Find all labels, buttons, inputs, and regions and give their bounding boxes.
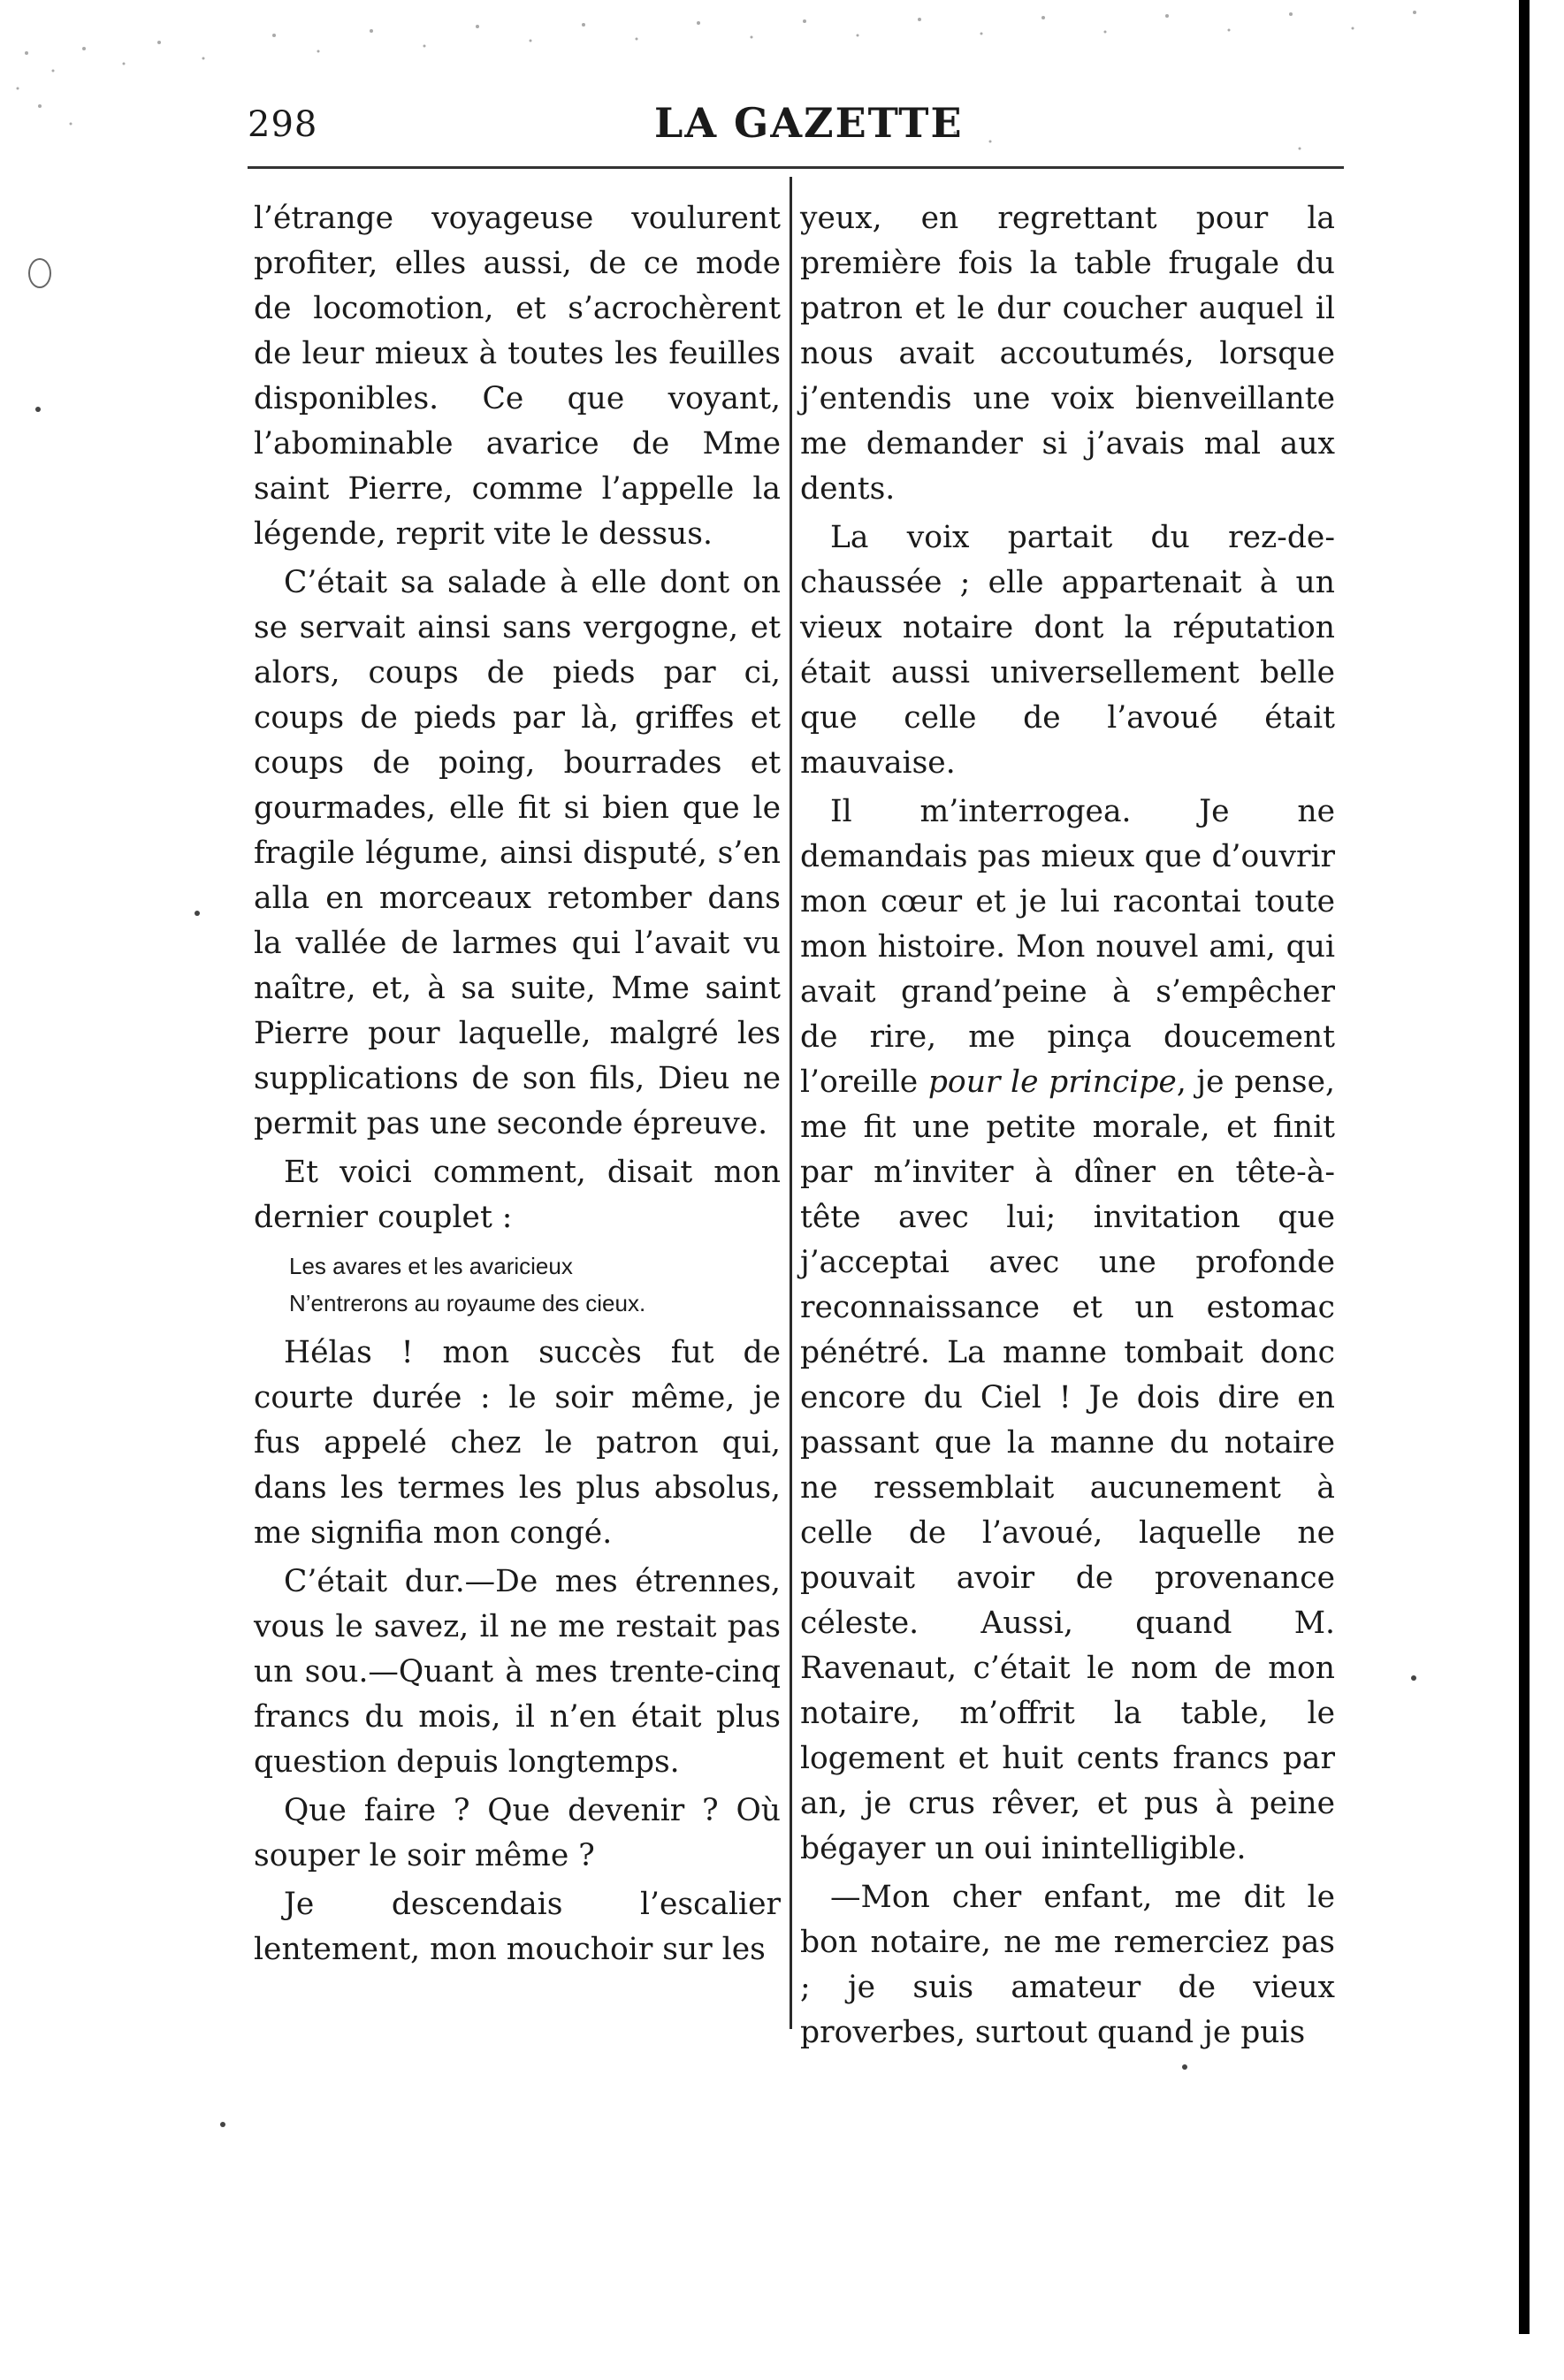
verse-block xyxy=(289,1247,781,1322)
margin-speck xyxy=(1182,2064,1187,2070)
paragraph: La voix partait du rez-de-chaussée ; elle appartenait à un vieux notaire dont la réputation était aussi universellement belle que celle de l’avoué était mauvaise. xyxy=(800,520,1335,781)
margin-speck xyxy=(195,911,200,916)
verse-line: Les avares et les avaricieux xyxy=(289,1253,573,1279)
paragraph: Je descendais l’escalier lentement, mon mouchoir sur les xyxy=(254,1887,781,1967)
paragraph: l’étrange voyageuse voulurent profiter, elles aussi, de ce mode de locomotion, et s’acrochèrent de leur mieux à toutes les feuilles disponibles. Ce que voyant, l’abominable avarice de Mme saint Pierre, comme l’appelle la légende, reprit vite le dessus. xyxy=(254,201,781,552)
page-number: 298 xyxy=(248,104,318,145)
scan-edge-bar xyxy=(1519,0,1530,2334)
paragraph: Que faire ? Que devenir ? Où souper le soir même ? xyxy=(254,1793,781,1873)
left-column xyxy=(254,196,781,1972)
paragraph: C’était sa salade à elle dont on se servait ainsi sans vergogne, et alors, coups de pieds par ci, coups de pieds par là, griffes et coups de poing, bourrades et gourmades, elle fit si bien que le fragile légume, ainsi disputé, s’en alla en morceaux retomber dans la vallée de larmes qui l’avait vu naître, et, à sa suite, Mme saint Pierre pour laquelle, malgré les supplications de son fils, Dieu ne permit pas une seconde épreuve. xyxy=(254,565,781,1141)
margin-speck xyxy=(220,2122,225,2127)
paragraph: C’était dur.—De mes étrennes, vous le savez, il ne me restait pas un sou.—Quant à mes trente-cinq francs du mois, il n’en était plus question depuis longtemps. xyxy=(254,1564,781,1780)
header-rule xyxy=(248,166,1344,169)
paragraph-text: Il m’interrogea. Je ne demandais pas mieux que d’ouvrir mon cœur et je lui racontai toute mon histoire. Mon nouvel ami, qui avait grand’peine à s’empêcher de rire, me pinça doucement l’oreille xyxy=(800,794,1335,1100)
page-header xyxy=(248,99,1326,161)
verse-line: N’entrerons au royaume des cieux. xyxy=(289,1290,646,1316)
paragraph: Hélas ! mon succès fut de courte durée : le soir même, je fus appelé chez le patron qui, dans les termes les plus absolus, me signifia mon congé. xyxy=(254,1335,781,1551)
paragraph: —Mon cher enfant, me dit le bon notaire, ne me remerciez pas ; je suis amateur de vieux proverbes, surtout quand je puis xyxy=(800,1880,1335,2050)
paragraph: yeux, en regrettant pour la première fois la table frugale du patron et le dur coucher auquel il nous avait accoutumés, lorsque j’entendis une voix bienveillante me demander si j’avais mal aux dents. xyxy=(800,201,1335,507)
margin-speck xyxy=(35,407,41,412)
margin-ring-mark xyxy=(28,258,51,288)
paragraph-text: , je pense, me fit une petite morale, et finit par m’inviter à dîner en tête-à-tête avec lui; invitation que j’acceptai avec une profonde reconnaissance et un estomac pénétré. La manne tombait donc encore du Ciel ! Je dois dire en passant que la manne du notaire ne ressemblait aucunement à celle de l’avoué, laquelle ne pouvait avoir de provenance céleste. Aussi, quand M. Ravenaut, c’était le nom de mon notaire, m’offrit la table, le logement et huit cents francs par an, je crus rêver, et pus à peine bégayer un oui inintelligible. xyxy=(800,1064,1335,1866)
italic-phrase: pour le principe xyxy=(927,1064,1177,1100)
margin-speck xyxy=(1411,1675,1416,1681)
paragraph xyxy=(800,790,1335,1872)
running-title: LA GAZETTE xyxy=(654,99,964,147)
paragraph: Et voici comment, disait mon dernier couplet : xyxy=(254,1155,781,1235)
right-column xyxy=(800,196,1335,2056)
column-divider xyxy=(790,177,792,2029)
